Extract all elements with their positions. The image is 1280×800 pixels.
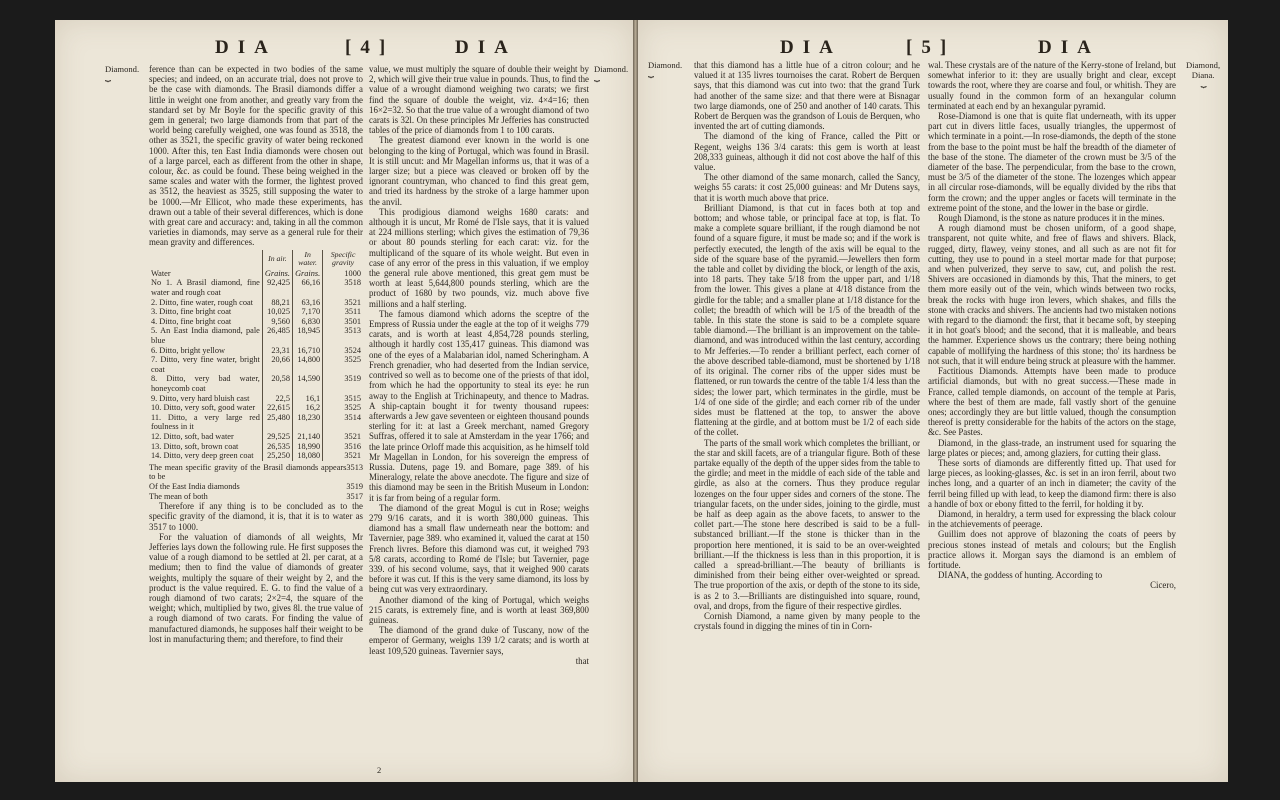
paragraph: For the valuation of diamonds of all weights, Mr Jefferies lays down the following rule. He first supposes the value of a rough diamond to be settled at 2l. per carat, at a medium; then to find the value of diamonds of greater weights, multiply the square of their weight by 2, and the product is the value required. E. G. to find the value of a rough diamond of two carats; 2×2=4, the square of the weight; which, multiplied by two, gives 8l. the true value of a rough diamond of two carats. For finding the value of manufactured diamonds, he supposes half their weight to be lost in manufacturing them; and therefore, to find their xyxy=(149,531,363,644)
table-cell: 3521 xyxy=(323,298,363,308)
table-cell: 22,5 xyxy=(262,394,292,404)
paragraph: Another diamond of the king of Portugal, which weighs 215 carats, is extremely fine, and is worth at least 369,800 guineas. xyxy=(369,594,589,625)
paragraph: The parts of the small work which completes the brilliant, or the star and skill facets, are of a triangular figure. Both of these partake equally of the depth of the upper sides from the table to the girdle; and meet in the middle of each side of the table and girdle, as also at the corners. Thus they produce regular lozenges on the four upper sides and corners of the stone. The triangular facets, on the under sides, joining to the girdle, must be half as deep again as the above facets, to answer to the collet part.—The stone here described is said to be a full-substanced brilliant.—If the stone is thicker than in the proportion here mentioned, it is said to be an over-weighted brilliant.—If the thickness is less than in this proportion, it is called a spread-brilliant.—The beauty of brilliants is diminished from their being either over-weighted or spread. The true proportion of the axis, or depth of the stone to its side, is as 2 to 3.—Brilliants are distinguished into square, round, oval, and drops, from the figure of their respective girdles. xyxy=(694,437,920,611)
table-row xyxy=(149,307,363,317)
running-head-left-page xyxy=(55,37,633,59)
margin-note-right: Diamond, Diana. ⏟ xyxy=(1186,60,1221,88)
table-row xyxy=(149,403,363,413)
table-cell: 3. Ditto, fine bright coat xyxy=(151,307,232,317)
table-cell: 20,58 xyxy=(262,374,292,393)
table-row xyxy=(149,278,363,297)
table-cell: 26,535 xyxy=(262,442,292,452)
paragraph: A rough diamond must be chosen uniform, of a good shape, transparent, not quite white, and free of flaws and shivers. Black, rugged, dirty, flawey, veiny stones, and all such as are not fit for cutting, they use to pound in a steel mortar made for that purpose; and when pulverized, they serve to saw, cut, and polish the rest. Shivers are occasioned in diamonds by this, That the miners, to get them more easily out of the vein, which winds between two rocks, break the rocks with huge iron levers, which shakes, and fills the stone with cracks and shivers. The ancients had two mistaken notions with regard to the diamond: the first, that it became soft, by steeping it in hot goat's blood; and the second, that it is malleable, and bears the hammer. Experience shows us the contrary; there being nothing capable of mollifying the hardness of this stone; tho' its hardness be not such, that it will endure being struck at pleasure with the hammer. xyxy=(928,223,1176,366)
table-cell: 3511 xyxy=(323,307,363,317)
table-row xyxy=(149,317,363,327)
table-cell: 6,830 xyxy=(292,317,322,327)
table-cell: 21,140 xyxy=(292,432,322,442)
table-cell: 3524 xyxy=(323,346,363,356)
table-cell: 22,615 xyxy=(262,403,292,413)
paragraph: Rose-Diamond is one that is quite flat underneath, with its upper part cut in divers little faces, usually triangles, the uppermost of which terminate in a point.—In rose-diamonds, the depth of the stone from the base to the point must be half the breadth of the diameter of the base of the stone. The diameter of the crown must be 3/5 of the diameter of the base. The perpendicular, from the base to the crown, must be 3/5 of the diameter of the stone. The lozenges which appear in all circular rose-diamonds, will be equally divided by the ribs that form the crown; and the upper angles or facets will terminate in the extreme point of the stone, and the lower in the base or girdle. xyxy=(928,111,1176,213)
mean-gravity-summary xyxy=(149,463,363,501)
table-cell: 92,425 xyxy=(262,278,292,297)
table-cell: 7. Ditto, very fine water, bright coat xyxy=(151,355,260,374)
table-row xyxy=(149,413,363,432)
table-cell: 63,16 xyxy=(292,298,322,308)
paragraph: The other diamond of the same monarch, called the Sancy, weighs 55 carats: it cost 25,000 guineas: and Mr Dutens says, that it is worth much above that price. xyxy=(694,172,920,203)
table-cell: 18,080 xyxy=(292,451,322,461)
table-row xyxy=(149,355,363,374)
table-cell: 3501 xyxy=(323,317,363,327)
paragraph: The famous diamond which adorns the sceptre of the Empress of Russia under the eagle at the top of it weighs 779 carats, and is worth at least 4,854,728 pounds sterling, although it hardly cost 135,417 guineas. This diamond was one of the eyes of a Malabarian idol, named Scheringham. A French grenadier, who had deserted from the Indian service, contrived so well as to become one of the priests of that idol, from which he had the opportunity to steal its eye: he run away to the English at Trichinapeuty, and thence to Madras. A ship-captain bought it for twenty thousand rupees: afterwards a Jew gave seventeen or eighteen thousand pounds sterling for it: at last a Greek merchant, named Gregory Suffras, offered it to sale at Amsterdam in the year 1766; and the late prince Orloff made this acquisition, as he himself told Mr Magellan in London, for his sovereign the empress of Russia. Dutens, page 19. and Bomare, page 389. of his Mineralogy, relate the above anecdote. The figure and size of this diamond may be seen in the British Museum in London: it is far from being of a regular form. xyxy=(369,308,589,503)
table-row xyxy=(149,346,363,356)
table-row xyxy=(149,298,363,308)
paragraph: The diamond of the great Mogul is cut in Rose; weighs 279 9/16 carats, and it is worth 380,000 guineas. This diamond has a small flaw underneath near the bottom: and Tavernier, page 389. who examined it, valued the carat at 150 French livres. Before this diamond was cut, it weighed 793 5/8 carats, according to Romé de l'Isle; but Tavernier, page 339. of his second volume, says, that it weighed 900 carats before it was cut. If this is the very same diamond, its loss by being cut was very extraordinary. xyxy=(369,502,589,595)
table-header: Specific gravity xyxy=(323,250,363,269)
table-cell: 88,21 xyxy=(262,298,292,308)
table-header: In air. xyxy=(262,250,292,269)
table-cell: 9,560 xyxy=(262,317,292,327)
paragraph: Cornish Diamond, a name given by many people to the crystals found in digging the mines of tin in Corn- xyxy=(694,610,920,632)
right-page-column-1 xyxy=(694,60,920,631)
table-cell: 8. Ditto, very bad water, honeycomb coat xyxy=(151,374,260,393)
table-cell: 18,945 xyxy=(292,326,322,345)
mean-label: Of the East India diamonds xyxy=(149,481,240,491)
table-cell: Grains. xyxy=(292,269,322,279)
mean-value: 3519 xyxy=(346,481,363,491)
catchword: that xyxy=(575,655,589,666)
table-cell: 9. Ditto, very hard bluish cast xyxy=(151,393,250,403)
table-cell: 3515 xyxy=(323,394,363,404)
paragraph: ference than can be expected in two bodies of the same species; and indeed, on an accurate trial, does not prove to be the case with diamonds. The Brasil diamonds differ a little in weight one from another, and greatly vary from the standard set by Mr Boyle for the specific gravity of this gem in general; two large diamonds from that part of the world being carefully weighed, one was found as 3518, the other as 3521, the specific gravity of water being reckoned 1000. After this, ten East India diamonds were chosen out of a large parcel, each as different from the other in shape, colour, &c. as could be found. These being weighed in the same scales and water with the former, the lightest proved as 3512, the heaviest as 3525, still supposing the water to be 1000.—Mr Ellicot, who made these experiments, has drawn out a table of their several differences, which is done with great care and accuracy: and, taking in all the common varieties in diamonds, may serve as a general rule for their mean gravity and differences. xyxy=(149,64,363,248)
table-cell: 3516 xyxy=(323,442,363,452)
running-head-left: DIA xyxy=(215,37,277,58)
table-cell: 10. Ditto, very soft, good water xyxy=(151,403,256,413)
running-head-right-page xyxy=(638,37,1228,59)
table-cell: 12. Ditto, soft, bad water xyxy=(151,431,234,441)
margin-note-right: Diamond. ⏟ xyxy=(594,64,629,82)
paragraph: This prodigious diamond weighs 1680 carats: and although it is uncut, Mr Romé de l'Isle says, that it is valued at 224 millions sterling; which gives the estimation of 79,36 or about 80 pounds sterling for each carat: viz. for the multiplicand of the square of its whole weight. But even in case of any error of the press in this valuation, if we employ the general rule above mentioned, this great gem must be worth at least 5,644,800 pounds sterling, which are the product of 1680 by two pounds, viz. much above five millions and a half sterling. xyxy=(369,206,589,309)
table-cell: 3518 xyxy=(323,278,363,297)
table-cell: 25,250 xyxy=(262,451,292,461)
paragraph: value, we must multiply the square of double their weight by 2, which will give their true value in pounds. Thus, to find the value of a wrought diamond weighing two carats; we first find the square of double the weight, viz. 4×4=16; then 16×2=32. So that the true value of a wrought diamond of two carats is 32l. On these principles Mr Jefferies has constructed tables of the price of diamonds from 1 to 100 carats. xyxy=(369,64,589,136)
right-page xyxy=(638,20,1228,782)
table-row xyxy=(149,374,363,393)
table-cell: 20,66 xyxy=(262,355,292,374)
table-header xyxy=(149,250,262,269)
left-page-column-1 xyxy=(149,64,363,644)
table-cell: 26,485 xyxy=(262,326,292,345)
margin-note-left: Diamond. ⏟ xyxy=(648,60,683,78)
table-cell: 23,31 xyxy=(262,346,292,356)
table-cell: 10,025 xyxy=(262,307,292,317)
running-head-right: DIA xyxy=(1038,37,1100,58)
paragraph: Therefore if any thing is to be concluded as to the specific gravity of the diamond, it is, that it is to water as 3517 to 1000. xyxy=(149,501,363,532)
table-row xyxy=(149,432,363,442)
table-cell: 25,480 xyxy=(262,413,292,432)
table-header: In water. xyxy=(292,250,322,269)
table-cell: 6. Ditto, bright yellow xyxy=(151,345,225,355)
table-cell: 3525 xyxy=(323,355,363,374)
running-head-left: DIA xyxy=(780,37,842,58)
paragraph: Diamond, in heraldry, a term used for expressing the black colour in the atchievements of peerage. xyxy=(928,508,1176,530)
mean-label: The mean specific gravity of the Brasil diamonds appears to be xyxy=(149,462,347,482)
left-page-column-2 xyxy=(369,64,589,666)
table-row xyxy=(149,326,363,345)
catchword: Cicero, xyxy=(1150,580,1176,591)
running-head-right: DIA xyxy=(455,37,517,58)
table-cell: 3514 xyxy=(323,413,363,432)
table-cell: 18,230 xyxy=(292,413,322,432)
right-page-column-2 xyxy=(928,60,1176,591)
table-cell: 3525 xyxy=(323,403,363,413)
table-cell: 11. Ditto, a very large red foulness in it xyxy=(151,412,260,432)
table-cell: Water xyxy=(151,268,171,278)
paragraph: Brilliant Diamond, is that cut in faces both at top and bottom; and whose table, or principal face at top, is flat. To make a complete square brilliant, if the rough diamond be not found of a square figure, it must be made so; and if the work is perfectly executed, the length of the axis will be equal to the side of the square base of the pyramid.—Jewellers then form the table and collet by dividing the block, or length of the axis, into 18 parts. They take 5/18 from the upper part, and 1/18 from the lower. This gives a plane at 4/18 distance from the girdle for the table; and a smaller plane at 1/18 distance for the collet; the breadth of which will be 1/5 of the breadth of the table. In this state the stone is said to be a complete square table diamond.—The brilliant is an improvement on the table-diamond, and was introduced within the last century, according to Mr Jefferies.—To render a brilliant perfect, each corner of the above described table-diamond, must be shortened by 1/18 of its original. The corner ribs of the upper sides must be flattened, or run towards the centre of the table 1/4 less than the sides; the lower part, which terminates in the girdle, must be 1/4 of one side of the girdle; and each corner rib of the under sides must be flattened at the top, to answer the above flattening at the girdle, and at bottom must be 1/2 of each side of the collet. xyxy=(694,202,920,438)
table-cell: 16,1 xyxy=(292,394,322,404)
table-cell: 3521 xyxy=(323,451,363,461)
paragraph: Guillim does not approve of blazoning the coats of peers by precious stones instead of metals and colours; but the English practice allows it. Morgan says the diamond is an emblem of fortitude. xyxy=(928,529,1176,570)
table-cell: 66,16 xyxy=(292,278,322,297)
mean-value: 3517 xyxy=(346,491,363,501)
table-cell: 2. Ditto, fine water, rough coat xyxy=(151,297,253,307)
signature-mark: 2 xyxy=(377,765,382,775)
mean-label: The mean of both xyxy=(149,491,208,501)
table-cell: 5. An East India diamond, pale blue xyxy=(151,326,260,345)
table-cell: 29,525 xyxy=(262,432,292,442)
table-cell: 3513 xyxy=(323,326,363,345)
paragraph: The diamond of the king of France, called the Pitt or Regent, weighs 136 3/4 carats: this gem is worth at least 208,333 guineas, although it did not cost above the half of this value. xyxy=(694,131,920,173)
paragraph: The diamond of the grand duke of Tuscany, now of the emperor of Germany, weighs 139 1/2 carats; and is worth at least 109,520 guineas. Tavernier says, xyxy=(369,625,589,656)
specific-gravity-table xyxy=(149,250,363,461)
table-cell: 1000 xyxy=(323,269,363,279)
table-cell: 3521 xyxy=(323,432,363,442)
table-header-row xyxy=(149,250,363,269)
table-row xyxy=(149,442,363,452)
table-cell: 3519 xyxy=(323,374,363,393)
paragraph: DIANA, the goddess of hunting. According to xyxy=(938,570,1103,581)
table-cell: 14,590 xyxy=(292,374,322,393)
paragraph: Factitious Diamonds. Attempts have been made to produce artificial diamonds, but with no great success.—These made in France, called temple diamonds, on account of the temple at Paris, where the best of them are made, fall vastly short of the genuine ones; accordingly they are but little valued, though the consumption thereof is pretty considerable for the habits of the actors on the stage, &c. See Pastes. xyxy=(928,366,1176,438)
paragraph: The greatest diamond ever known in the world is one belonging to the king of Portugal, which was found in Brasil. It is still uncut: and Mr Magellan informs us, that it was of a larger size; but a piece was cleaved or broken off by the ignorant countryman, who chanced to find this great gem, and tried its hardness by the stroke of a large hammer upon the anvil. xyxy=(369,135,589,207)
margin-note-left: Diamond. ⏟ xyxy=(105,64,140,82)
table-row xyxy=(149,269,363,279)
table-cell: Grains. xyxy=(262,269,292,279)
paragraph: These sorts of diamonds are differently fitted up. That used for large pieces, as looking-glasses, &c. is set in an iron ferril, about two inches long, and a quarter of an inch in diameter; the cavity of the ferril being filled up with lead, to keep the diamond firm: there is also a handle of box or ebony fitted to the ferril, for holding it by. xyxy=(928,457,1176,509)
table-row xyxy=(149,451,363,461)
table-cell: No 1. A Brasil diamond, fine water and rough coat xyxy=(151,278,260,298)
table-cell: 18,990 xyxy=(292,442,322,452)
table-row xyxy=(149,394,363,404)
page-number: [5] xyxy=(906,37,956,58)
page-number: [4] xyxy=(345,37,395,58)
left-page xyxy=(55,20,633,782)
paragraph: Rough Diamond, is the stone as nature produces it in the mines. xyxy=(938,213,1165,224)
paragraph: wal. These crystals are of the nature of the Kerry-stone of Ireland, but somewhat inferior to it: they are usually bright and clear, except towards the root, where they are coarse and foul, or whitish. They are usually found in the common form of an hexangular column terminated at each end by an hexangular pyramid. xyxy=(928,60,1176,111)
table-cell: 16,710 xyxy=(292,346,322,356)
table-cell: 16,2 xyxy=(292,403,322,413)
paragraph: Diamond, in the glass-trade, an instrument used for squaring the large plates or pieces; and, among glaziers, for cutting their glass. xyxy=(928,437,1176,458)
table-cell: 14. Ditto, very deep green coat xyxy=(151,451,254,461)
table-cell: 7,170 xyxy=(292,307,322,317)
mean-value: 3513 xyxy=(346,462,363,472)
table-cell: 14,800 xyxy=(292,355,322,374)
paragraph: that this diamond has a little hue of a citron colour; and he valued it at 135 livres tournoises the carat. Robert de Berquen says, that this diamond was cut into two: that the grand Turk had another of the same size: and that there were at Bisnagar two large diamonds, one of 250 and another of 140 carats. This Robert de Berquen was the grandson of Louis de Berquen, who invented the art of cutting diamonds. xyxy=(694,60,920,132)
table-cell: 4. Ditto, fine bright coat xyxy=(151,316,232,326)
table-cell: 13. Ditto, soft, brown coat xyxy=(151,441,239,451)
